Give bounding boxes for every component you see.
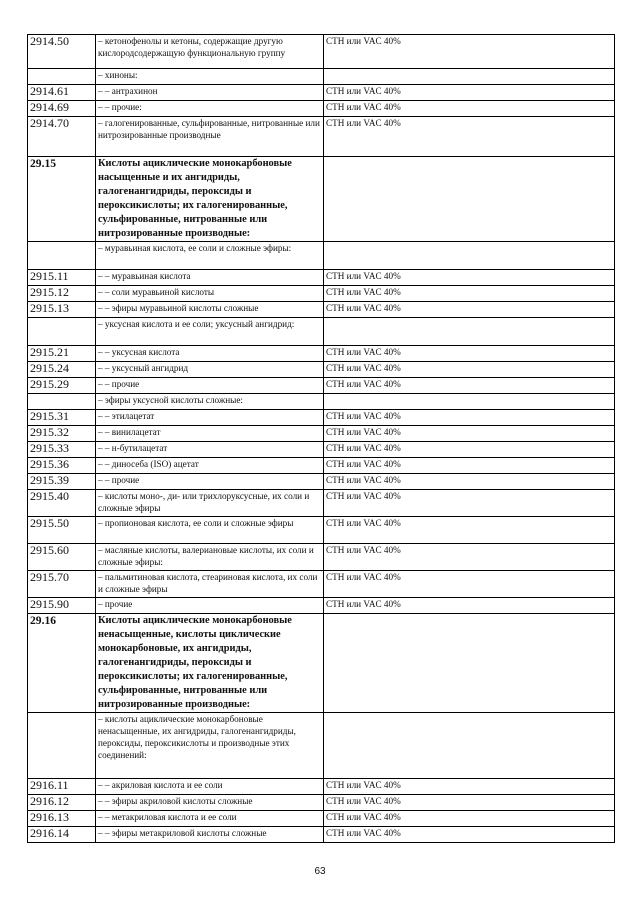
description-cell: – хиноны: [96, 69, 324, 85]
table-row [28, 69, 615, 85]
origin-rule-cell [324, 394, 615, 410]
description-cell: – муравьиная кислота, ее соли и сложные эфиры: [96, 242, 324, 270]
table-row [28, 35, 615, 69]
description-cell: – – акриловая кислота и ее соли [96, 779, 324, 795]
table-row [28, 827, 615, 843]
description-cell: – – уксусный ангидрид [96, 362, 324, 378]
table-row [28, 442, 615, 458]
description-cell: – уксусная кислота и ее соли; уксусный ангидрид: [96, 318, 324, 346]
code-cell: 29.16 [28, 614, 96, 713]
code-cell: 2915.90 [28, 598, 96, 614]
code-cell: 2915.29 [28, 378, 96, 394]
origin-rule-cell: СТН или VAC 40% [324, 35, 615, 69]
description-cell: – – н-бутилацетат [96, 442, 324, 458]
description-cell: Кислоты ациклические монокарбоновые ненасыщенные, кислоты циклические монокарбоновые, их ангидриды, галогенангидриды, пероксиды и пероксикислоты; их галогенированные, сульфированные, нитрованные или нитрозированные производные: [96, 614, 324, 713]
table-row [28, 713, 615, 779]
description-cell: – – эфиры метакриловой кислоты сложные [96, 827, 324, 843]
code-cell [28, 394, 96, 410]
origin-rule-cell: СТН или VAC 40% [324, 827, 615, 843]
code-cell: 2915.32 [28, 426, 96, 442]
table-row [28, 117, 615, 157]
origin-rule-cell: СТН или VAC 40% [324, 346, 615, 362]
description-cell: – – муравьиная кислота [96, 270, 324, 286]
description-cell: – пальмитиновая кислота, стеариновая кислота, их соли и сложные эфиры [96, 571, 324, 598]
code-cell: 2915.50 [28, 517, 96, 544]
table-row [28, 426, 615, 442]
code-cell: 2916.11 [28, 779, 96, 795]
origin-rule-cell: СТН или VAC 40% [324, 490, 615, 517]
code-cell: 2915.21 [28, 346, 96, 362]
description-cell: – – соли муравьиной кислоты [96, 286, 324, 302]
origin-rule-cell [324, 713, 615, 779]
origin-rule-cell: СТН или VAC 40% [324, 426, 615, 442]
code-cell: 2916.13 [28, 811, 96, 827]
description-cell: – кетонофенолы и кетоны, содержащие другую кислородсодержащую функциональную группу [96, 35, 324, 69]
origin-rule-cell: СТН или VAC 40% [324, 286, 615, 302]
table-row [28, 490, 615, 517]
code-cell: 29.15 [28, 157, 96, 242]
description-cell: – галогенированные, сульфированные, нитрованные или нитрозированные производные [96, 117, 324, 157]
code-cell: 2915.13 [28, 302, 96, 318]
tariff-table-body [28, 35, 615, 843]
origin-rule-cell [324, 157, 615, 242]
code-cell [28, 713, 96, 779]
description-cell: – – прочие [96, 378, 324, 394]
origin-rule-cell: СТН или VAC 40% [324, 571, 615, 598]
table-row [28, 614, 615, 713]
code-cell: 2915.33 [28, 442, 96, 458]
origin-rule-cell: СТН или VAC 40% [324, 270, 615, 286]
code-cell: 2915.31 [28, 410, 96, 426]
origin-rule-cell: СТН или VAC 40% [324, 598, 615, 614]
description-cell: Кислоты ациклические монокарбоновые насыщенные и их ангидриды, галогенангидриды, пероксиды и пероксикислоты; их галогенированные, сульфированные, нитрованные или нитрозированные производные: [96, 157, 324, 242]
origin-rule-cell: СТН или VAC 40% [324, 101, 615, 117]
origin-rule-cell: СТН или VAC 40% [324, 811, 615, 827]
table-row [28, 410, 615, 426]
table-row [28, 378, 615, 394]
description-cell: – – диносеба (ISO) ацетат [96, 458, 324, 474]
table-row [28, 286, 615, 302]
code-cell: 2915.60 [28, 544, 96, 571]
table-row [28, 598, 615, 614]
code-cell [28, 318, 96, 346]
code-cell: 2914.50 [28, 35, 96, 69]
origin-rule-cell: СТН или VAC 40% [324, 779, 615, 795]
table-row [28, 362, 615, 378]
code-cell: 2914.61 [28, 85, 96, 101]
description-cell: – пропионовая кислота, ее соли и сложные эфиры [96, 517, 324, 544]
table-row [28, 302, 615, 318]
description-cell: – – эфиры акриловой кислоты сложные [96, 795, 324, 811]
origin-rule-cell: СТН или VAC 40% [324, 117, 615, 157]
origin-rule-cell [324, 318, 615, 346]
origin-rule-cell: СТН или VAC 40% [324, 474, 615, 490]
table-row [28, 458, 615, 474]
origin-rule-cell: СТН или VAC 40% [324, 795, 615, 811]
origin-rule-cell [324, 614, 615, 713]
code-cell: 2915.70 [28, 571, 96, 598]
code-cell [28, 242, 96, 270]
table-row [28, 85, 615, 101]
origin-rule-cell [324, 69, 615, 85]
description-cell: – кислоты моно-, ди- или трихлоруксусные, их соли и сложные эфиры [96, 490, 324, 517]
code-cell: 2915.12 [28, 286, 96, 302]
table-row [28, 571, 615, 598]
description-cell: – прочие [96, 598, 324, 614]
origin-rule-cell [324, 242, 615, 270]
description-cell: – кислоты ациклические монокарбоновые ненасыщенные, их ангидриды, галогенангидриды, пероксиды, пероксикислоты и производные этих соединений: [96, 713, 324, 779]
description-cell: – – этилацетат [96, 410, 324, 426]
description-cell: – – эфиры муравьиной кислоты сложные [96, 302, 324, 318]
table-row [28, 394, 615, 410]
origin-rule-cell: СТН или VAC 40% [324, 442, 615, 458]
table-row [28, 474, 615, 490]
description-cell: – масляные кислоты, валериановые кислоты, их соли и сложные эфиры: [96, 544, 324, 571]
code-cell: 2915.40 [28, 490, 96, 517]
origin-rule-cell: СТН или VAC 40% [324, 458, 615, 474]
code-cell: 2915.11 [28, 270, 96, 286]
description-cell: – эфиры уксусной кислоты сложные: [96, 394, 324, 410]
table-row [28, 270, 615, 286]
description-cell: – – винилацетат [96, 426, 324, 442]
page-number: 63 [314, 866, 326, 877]
tariff-table [27, 34, 615, 843]
table-row [28, 795, 615, 811]
table-row [28, 242, 615, 270]
table-row [28, 318, 615, 346]
code-cell: 2915.36 [28, 458, 96, 474]
description-cell: – – антрахинон [96, 85, 324, 101]
origin-rule-cell: СТН или VAC 40% [324, 544, 615, 571]
code-cell: 2915.24 [28, 362, 96, 378]
description-cell: – – прочие [96, 474, 324, 490]
table-row [28, 101, 615, 117]
origin-rule-cell: СТН или VAC 40% [324, 410, 615, 426]
description-cell: – – прочие: [96, 101, 324, 117]
table-row [28, 779, 615, 795]
origin-rule-cell: СТН или VAC 40% [324, 85, 615, 101]
origin-rule-cell: СТН или VAC 40% [324, 302, 615, 318]
code-cell: 2916.14 [28, 827, 96, 843]
code-cell: 2914.70 [28, 117, 96, 157]
description-cell: – – уксусная кислота [96, 346, 324, 362]
origin-rule-cell: СТН или VAC 40% [324, 362, 615, 378]
table-row [28, 811, 615, 827]
description-cell: – – метакриловая кислота и ее соли [96, 811, 324, 827]
code-cell: 2916.12 [28, 795, 96, 811]
table-row [28, 544, 615, 571]
origin-rule-cell: СТН или VAC 40% [324, 378, 615, 394]
code-cell: 2915.39 [28, 474, 96, 490]
table-row [28, 517, 615, 544]
code-cell [28, 69, 96, 85]
code-cell: 2914.69 [28, 101, 96, 117]
origin-rule-cell: СТН или VAC 40% [324, 517, 615, 544]
table-row [28, 346, 615, 362]
table-row [28, 157, 615, 242]
